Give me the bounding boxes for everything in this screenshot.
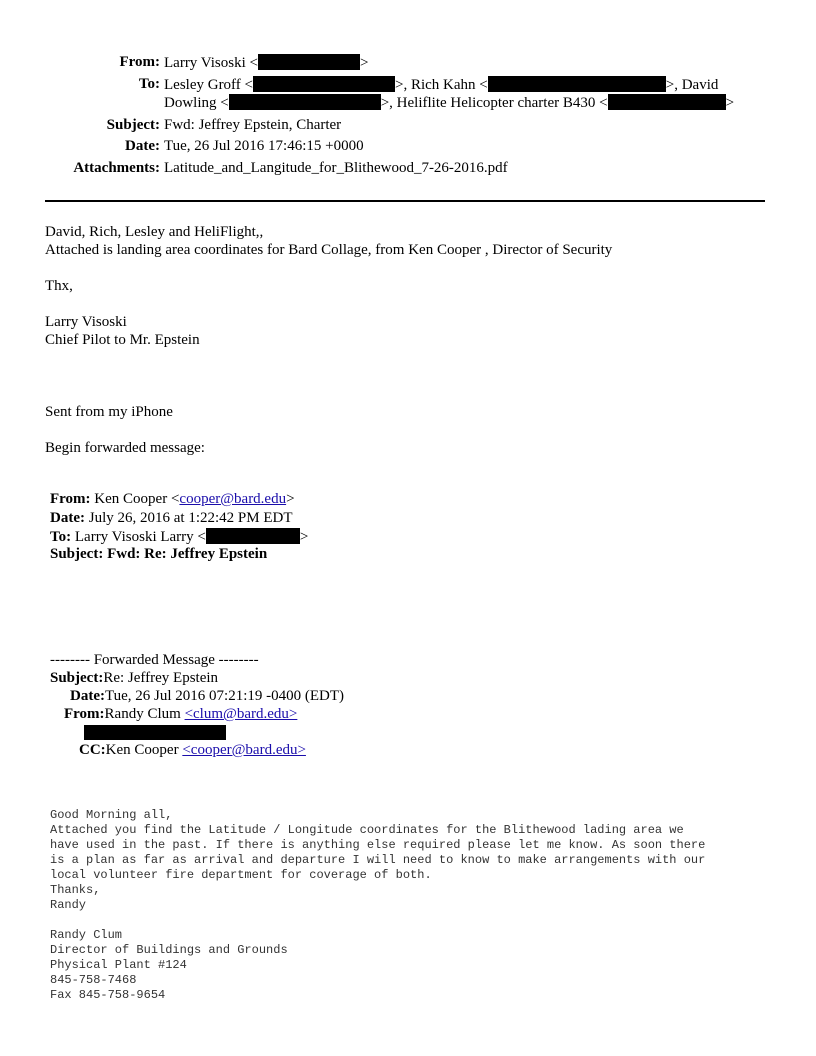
fwd2-cc: CC:Ken Cooper <cooper@bard.edu> — [79, 742, 306, 758]
fwd1-from: From: Ken Cooper <cooper@bard.edu> — [50, 491, 295, 507]
subject-label: Subject: — [106, 117, 160, 133]
email-link[interactable]: cooper@bard.edu — [179, 491, 287, 507]
sent-from: Sent from my iPhone — [45, 404, 173, 420]
fwd1-subject: Subject: Fwd: Re: Jeffrey Epstein — [50, 546, 268, 562]
email-link[interactable]: <cooper@bard.edu> — [182, 742, 306, 758]
message-body: Good Morning all, Attached you find the Latitude / Longitude coordinates for the Blithewood lading area we have used in the past. If there is anything else required please let me know. As soon there is a plan as far as arrival and departure I will need to know to make arrangements with our local volunteer fire department for coverage of both. Thanks, Randy Randy Clum Director of Buildings and Grounds Physical Plant #124 845-758-7468 Fax 845-758-9654 — [50, 808, 706, 1002]
attachment-link[interactable]: Latitude_and_Langitude_for_Blithewood_7-26-2016.pdf — [164, 160, 508, 176]
fwd1-to: To: Larry Visoski Larry < > — [50, 529, 309, 545]
signature-name: Larry Visoski — [45, 314, 127, 330]
body-line: Attached is landing area coordinates for Bard Collage, from Ken Cooper , Director of Security — [45, 242, 613, 258]
header-divider — [45, 200, 765, 202]
from-label: From: — [119, 54, 160, 70]
fwd2-subject: Subject:Re: Jeffrey Epstein — [50, 670, 219, 686]
redaction-box — [258, 54, 360, 70]
redaction-box — [488, 76, 666, 92]
subject-value: Fwd: Jeffrey Epstein, Charter — [164, 117, 342, 133]
body-thanks: Thx, — [45, 278, 73, 294]
date-label: Date: — [125, 138, 160, 154]
to-value-line1: Lesley Groff < >, Rich Kahn < >, David — [164, 77, 719, 93]
to-value-line2: Dowling < >, Heliflite Helicopter charter B430 < > — [164, 95, 735, 111]
redaction-box — [206, 528, 300, 544]
forwarded-divider: -------- Forwarded Message -------- — [50, 652, 259, 668]
date-value: Tue, 26 Jul 2016 17:46:15 +0000 — [164, 138, 364, 154]
from-value: Larry Visoski < > — [164, 55, 369, 71]
begin-forwarded: Begin forwarded message: — [45, 440, 205, 456]
redaction-box — [84, 725, 226, 740]
email-link[interactable]: <clum@bard.edu> — [184, 706, 298, 722]
to-label: To: — [138, 76, 160, 92]
redaction-box — [608, 94, 726, 110]
fwd2-date: Date:Tue, 26 Jul 2016 07:21:19 -0400 (EDT) — [70, 688, 345, 704]
body-greeting: David, Rich, Lesley and HeliFlight,, — [45, 224, 264, 240]
fwd2-from: From:Randy Clum <clum@bard.edu> — [64, 706, 298, 722]
attachments-label: Attachments: — [73, 160, 160, 176]
redaction-box — [229, 94, 381, 110]
signature-title: Chief Pilot to Mr. Epstein — [45, 332, 200, 348]
fwd1-date: Date: July 26, 2016 at 1:22:42 PM EDT — [50, 510, 293, 526]
redaction-box — [253, 76, 395, 92]
